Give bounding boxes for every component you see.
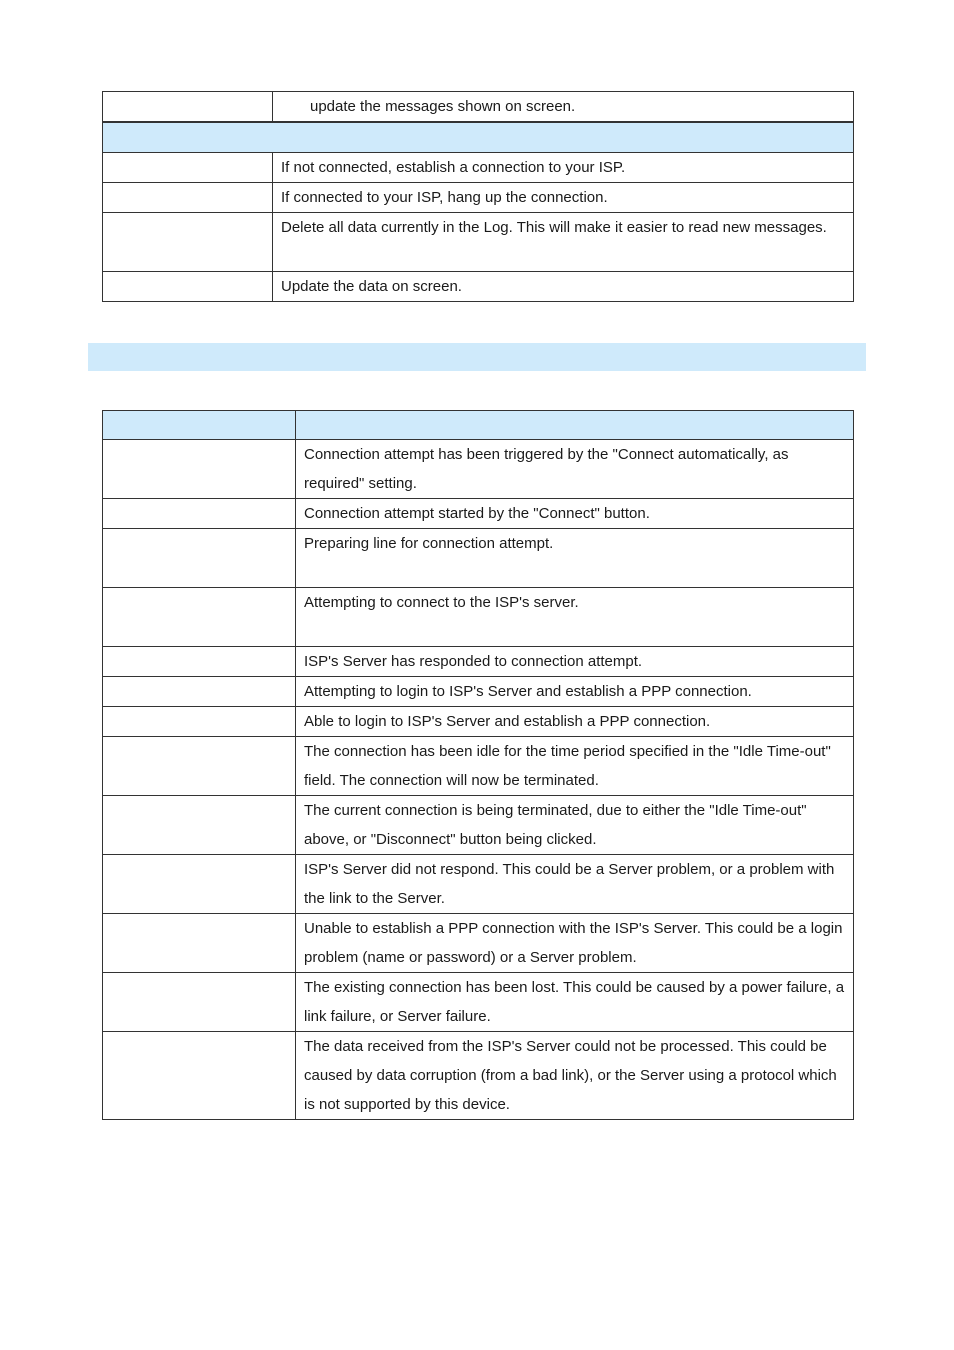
row-description: If not connected, establish a connection to your ISP. [273, 152, 854, 182]
row-label [103, 647, 296, 677]
row-description: Update the data on screen. [273, 271, 854, 301]
messages-table [102, 410, 854, 1120]
row-description: The current connection is being terminated, due to either the "Idle Time-out" above, or "Disconnect" button being clicked. [296, 796, 854, 855]
table-row [103, 440, 854, 499]
row-label [103, 855, 296, 914]
row-description: Able to login to ISP's Server and establish a PPP connection. [296, 707, 854, 737]
buttons-table [102, 91, 854, 302]
table-row [103, 796, 854, 855]
table-row [103, 1032, 854, 1120]
row-description: ISP's Server has responded to connection attempt. [296, 647, 854, 677]
table-row [103, 529, 854, 588]
row-description: Connection attempt has been triggered by the "Connect automatically, as required" setting. [296, 440, 854, 499]
table-header-row [103, 122, 854, 152]
table-row [103, 677, 854, 707]
table-header-row [103, 411, 854, 440]
row-label [103, 152, 273, 182]
row-label [103, 182, 273, 212]
table-row [103, 271, 854, 301]
row-label [103, 529, 296, 588]
row-description: Preparing line for connection attempt. [296, 529, 854, 588]
row-label [103, 499, 296, 529]
row-label [103, 588, 296, 647]
row-description: Attempting to login to ISP's Server and establish a PPP connection. [296, 677, 854, 707]
row-description: If connected to your ISP, hang up the connection. [273, 182, 854, 212]
table-row [103, 152, 854, 182]
row-label [103, 440, 296, 499]
table-row [103, 92, 854, 123]
row-description: The data received from the ISP's Server could not be processed. This could be caused by data corruption (from a bad link), or the Server using a protocol which is not supported by this device. [296, 1032, 854, 1120]
row-label [103, 1032, 296, 1120]
table-row [103, 737, 854, 796]
row-description: update the messages shown on screen. [273, 92, 854, 123]
row-description: The existing connection has been lost. This could be caused by a power failure, a link failure, or Server failure. [296, 973, 854, 1032]
row-description: Delete all data currently in the Log. This will make it easier to read new messages. [273, 212, 854, 271]
row-description: The connection has been idle for the time period specified in the "Idle Time-out" field. The connection will now be terminated. [296, 737, 854, 796]
row-label [103, 973, 296, 1032]
row-description: Attempting to connect to the ISP's server. [296, 588, 854, 647]
row-label [103, 737, 296, 796]
row-label [103, 212, 273, 271]
row-label [103, 271, 273, 301]
table-row [103, 855, 854, 914]
table-section-header [103, 122, 854, 152]
table-row [103, 588, 854, 647]
row-description: Unable to establish a PPP connection with the ISP's Server. This could be a login problem (name or password) or a Server problem. [296, 914, 854, 973]
table-row [103, 182, 854, 212]
table-row [103, 707, 854, 737]
header-col-2 [296, 411, 854, 440]
table-row [103, 212, 854, 271]
table-row [103, 973, 854, 1032]
section-heading-bar [88, 343, 866, 371]
row-label [103, 677, 296, 707]
row-description: Connection attempt started by the "Connect" button. [296, 499, 854, 529]
row-label [103, 796, 296, 855]
table-row [103, 499, 854, 529]
row-label [103, 914, 296, 973]
table-row [103, 914, 854, 973]
row-label [103, 707, 296, 737]
table-row [103, 647, 854, 677]
row-label [103, 92, 273, 123]
header-col-1 [103, 411, 296, 440]
row-description: ISP's Server did not respond. This could be a Server problem, or a problem with the link to the Server. [296, 855, 854, 914]
